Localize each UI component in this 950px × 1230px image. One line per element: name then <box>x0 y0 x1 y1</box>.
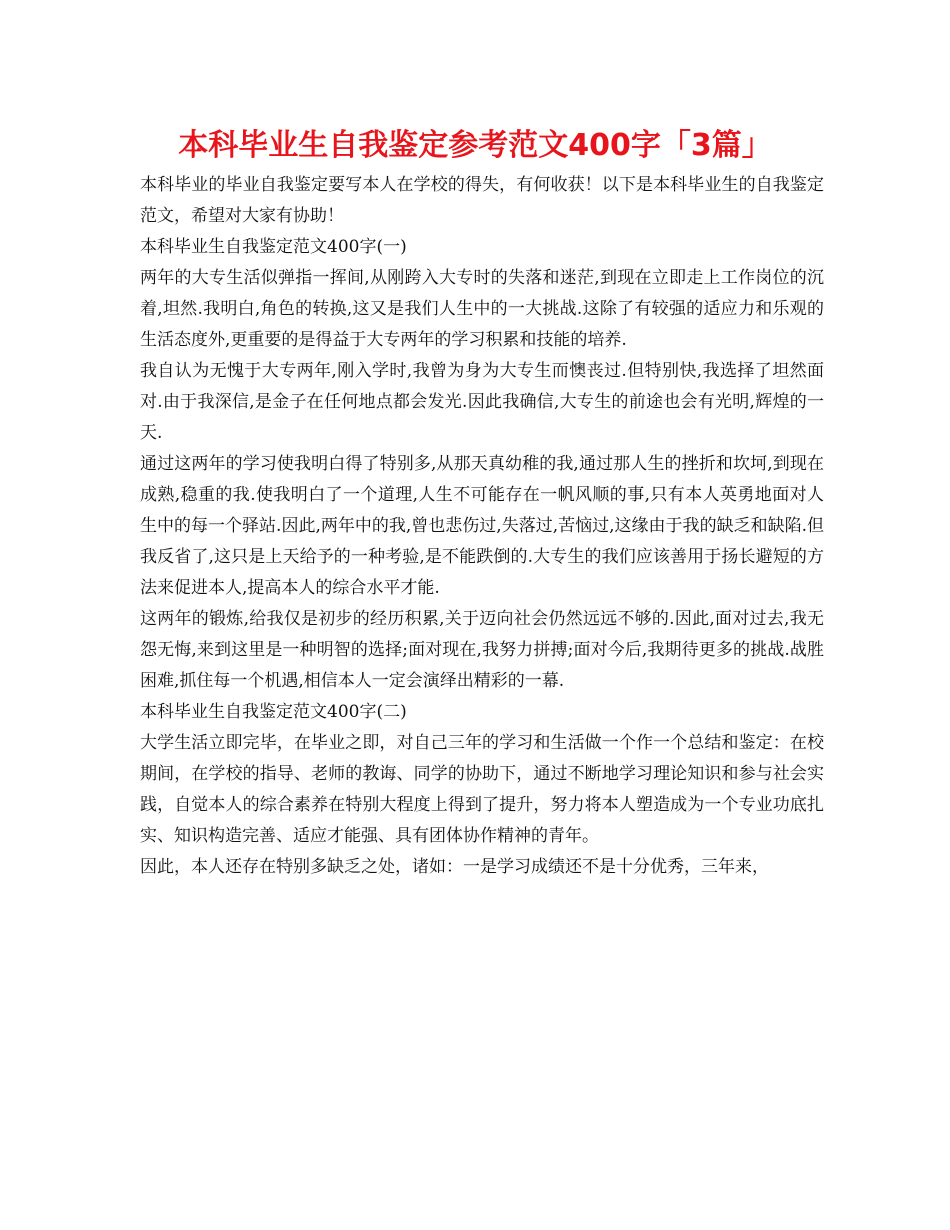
section-heading-1: 本科毕业生自我鉴定范文400字(一) <box>140 237 407 257</box>
paragraph: 我自认为无愧于大专两年,刚入学时,我曾为身为大专生而懊丧过.但特别快,我选择了坦然面对.由于我深信,是金子在任何地点都会发光.因此我确信,大专生的前途也会有光明,辉煌的一天. <box>140 361 824 443</box>
section-heading-2: 本科毕业生自我鉴定范文400字(二) <box>140 702 407 722</box>
paragraph: 大学生活立即完毕，在毕业之即，对自己三年的学习和生活做一个作一个总结和鉴定：在校期间，在学校的指导、老师的教诲、同学的协助下，通过不断地学习理论知识和参与社会实践，自觉本人的综合素养在特别大程度上得到了提升，努力将本人塑造成为一个专业功底扎实、知识构造完善、适应才能强、具有团体协作精神的青年。 <box>140 733 824 846</box>
document-body <box>140 170 824 883</box>
paragraph: 这两年的锻炼,给我仅是初步的经历积累,关于迈向社会仍然远远不够的.因此,面对过去,我无怨无悔,来到这里是一种明智的选择;面对现在,我努力拼搏;面对今后,我期待更多的挑战.战胜困难,抓住每一个机遇,相信本人一定会演绎出精彩的一幕. <box>140 609 824 691</box>
paragraph: 两年的大专生活似弹指一挥间,从刚跨入大专时的失落和迷茫,到现在立即走上工作岗位的沉着,坦然.我明白,角色的转换,这又是我们人生中的一大挑战.这除了有较强的适应力和乐观的生活态度外,更重要的是得益于大专两年的学习积累和技能的培养. <box>140 268 824 350</box>
paragraph: 通过这两年的学习使我明白得了特别多,从那天真幼稚的我,通过那人生的挫折和坎坷,到现在成熟,稳重的我.使我明白了一个道理,人生不可能存在一帆风顺的事,只有本人英勇地面对人生中的每一个驿站.因此,两年中的我,曾也悲伤过,失落过,苦恼过,这缘由于我的缺乏和缺陷.但我反省了,这只是上天给予的一种考验,是不能跌倒的.大专生的我们应该善用于扬长避短的方法来促进本人,提高本人的综合水平才能. <box>140 454 824 598</box>
document-title: 本科毕业生自我鉴定参考范文400字「3篇」 <box>178 128 772 163</box>
paragraph: 因此，本人还存在特别多缺乏之处，诸如：一是学习成绩还不是十分优秀，三年来， <box>140 857 769 877</box>
intro-paragraph: 本科毕业的毕业自我鉴定要写本人在学校的得失，有何收获！以下是本科毕业生的自我鉴定范文，希望对大家有协助！ <box>140 175 824 226</box>
